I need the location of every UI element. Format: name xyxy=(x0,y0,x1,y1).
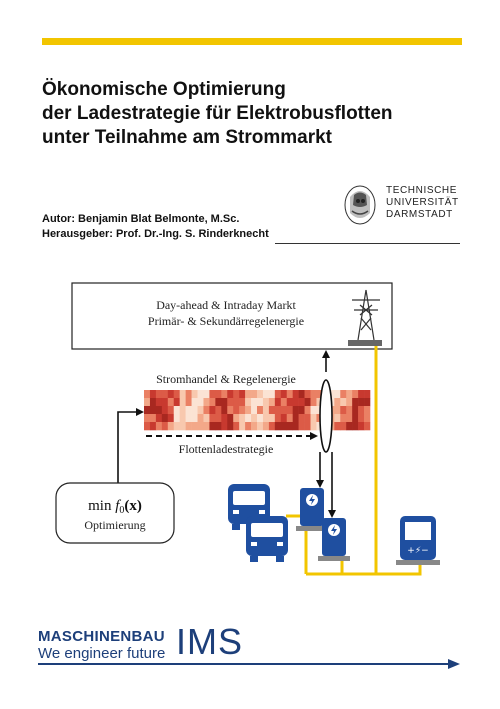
footer-arrow xyxy=(38,658,460,670)
heatmap-cell xyxy=(257,390,263,398)
link-down-arrowhead-2 xyxy=(328,510,336,518)
heatmap-cell xyxy=(299,406,305,414)
charger-icon-2 xyxy=(318,518,350,561)
bus-icon-2 xyxy=(246,516,288,562)
heatmap-cell xyxy=(192,406,198,414)
heatmap-cell xyxy=(203,414,209,422)
heatmap-cell xyxy=(352,406,358,414)
heatmap-cell xyxy=(358,390,364,398)
footer-ims-logo: IMS xyxy=(176,621,244,662)
heatmap-cell xyxy=(269,390,275,398)
heatmap-cell xyxy=(299,390,305,398)
tud-line-2: UNIVERSITÄT xyxy=(386,197,459,208)
heatmap-cell xyxy=(180,406,186,414)
power-cabling xyxy=(286,346,420,574)
heatmap-cell xyxy=(257,422,263,430)
heatmap-cell xyxy=(287,406,293,414)
tud-line-1: TECHNISCHE xyxy=(386,185,458,196)
heatmap-cell xyxy=(150,414,156,422)
heatmap-cell xyxy=(352,422,358,430)
heatmap-cell xyxy=(156,390,162,398)
heatmap-cell xyxy=(239,422,245,430)
heatmap-cell xyxy=(275,422,281,430)
heatmap-cell xyxy=(245,398,251,406)
heatmap-cell xyxy=(198,390,204,398)
title-line-3: unter Teilnahme am Strommarkt xyxy=(42,127,333,148)
heatmap-cell xyxy=(198,398,204,406)
heatmap-cell xyxy=(162,398,168,406)
heatmap-cell xyxy=(156,398,162,406)
market-label-1: Day-ahead & Intraday Markt xyxy=(156,298,296,312)
heatmap-cell xyxy=(180,414,186,422)
footer-maschinenbau: MASCHINENBAU xyxy=(38,628,165,645)
heatmap-cell xyxy=(340,414,346,422)
heatmap-cell xyxy=(263,406,269,414)
heatmap-cell xyxy=(334,398,340,406)
heatmap-cell xyxy=(144,390,150,398)
tud-line-3: DARMSTADT xyxy=(386,209,453,220)
heatmap-cell xyxy=(364,406,370,414)
heatmap-cell xyxy=(352,390,358,398)
heatmap-cell xyxy=(269,406,275,414)
heatmap-cell xyxy=(227,406,233,414)
heatmap-cell xyxy=(263,414,269,422)
heatmap-cell xyxy=(358,422,364,430)
heatmap-cell xyxy=(346,422,352,430)
heatmap-cell xyxy=(293,390,299,398)
heatmap-cell xyxy=(340,406,346,414)
heatmap-cell xyxy=(287,422,293,430)
heatmap-cell xyxy=(275,390,281,398)
heatmap-cell xyxy=(156,422,162,430)
heatmap-cell xyxy=(311,390,317,398)
heatmap-cell xyxy=(227,390,233,398)
heatmap-cell xyxy=(334,414,340,422)
heatmap-cell xyxy=(281,406,287,414)
market-label-2: Primär- & Sekundärregelenergie xyxy=(147,314,305,328)
heatmap-cell xyxy=(174,390,180,398)
heatmap-cell xyxy=(352,414,358,422)
heatmap-cell xyxy=(245,414,251,422)
heatmap-cell xyxy=(281,422,287,430)
strategy-label: Flottenladestrategie xyxy=(178,442,274,456)
heatmap-cell xyxy=(186,390,192,398)
heatmap-cell xyxy=(311,398,317,406)
heatmap-cell xyxy=(281,390,287,398)
heatmap-cell xyxy=(144,422,150,430)
heatmap-cell xyxy=(311,406,317,414)
heatmap-cell xyxy=(150,422,156,430)
heatmap-cell xyxy=(287,390,293,398)
heatmap-cell xyxy=(168,390,174,398)
heatmap-cell xyxy=(168,422,174,430)
heatmap-cell xyxy=(346,398,352,406)
title-line-2: der Ladestrategie für Elektrobusflotten xyxy=(42,103,393,124)
heatmap-cell xyxy=(203,422,209,430)
heatmap-cell xyxy=(227,422,233,430)
heatmap-cell xyxy=(192,422,198,430)
heatmap-cell xyxy=(251,398,257,406)
heatmap-cell xyxy=(340,390,346,398)
heatmap-cell xyxy=(215,422,221,430)
optimization-arrow xyxy=(118,412,138,483)
heatmap-cell xyxy=(305,398,311,406)
heatmap-cell xyxy=(245,406,251,414)
heatmap-cell xyxy=(346,414,352,422)
heatmap-cell xyxy=(269,414,275,422)
heatmap-cell xyxy=(144,406,150,414)
heatmap-cell xyxy=(239,414,245,422)
heatmap-cell xyxy=(263,398,269,406)
heatmap-cell xyxy=(233,414,239,422)
heatmap-cell xyxy=(156,414,162,422)
cover-diagram xyxy=(0,270,500,590)
heatmap-cell xyxy=(239,390,245,398)
author-line: Autor: Benjamin Blat Belmonte, M.Sc. xyxy=(42,213,240,225)
heatmap-cell xyxy=(174,406,180,414)
heatmap-cell xyxy=(245,390,251,398)
heatmap-cell xyxy=(293,414,299,422)
heatmap-cell xyxy=(299,398,305,406)
editor-line: Herausgeber: Prof. Dr.-Ing. S. Rinderknecht xyxy=(42,228,269,240)
heatmap-cell xyxy=(180,422,186,430)
heatmap-cell xyxy=(215,414,221,422)
heatmap-cell xyxy=(192,414,198,422)
heatmap-cell xyxy=(299,414,305,422)
heatmap-cell xyxy=(150,406,156,414)
divider-rule xyxy=(275,243,460,244)
heatmap-cell xyxy=(364,398,370,406)
author-block xyxy=(42,212,269,242)
heatmap-cell xyxy=(192,390,198,398)
heatmap-cell xyxy=(305,422,311,430)
optimization-formula: min $f_0(x)$ xyxy=(88,498,142,516)
heatmap-cell xyxy=(221,414,227,422)
heatmap-cell xyxy=(162,406,168,414)
heatmap-cell xyxy=(209,406,215,414)
heatmap-cell xyxy=(168,414,174,422)
heatmap-cell xyxy=(215,406,221,414)
heatmap-cell xyxy=(257,398,263,406)
heatmap-cell xyxy=(281,398,287,406)
heatmap-cell xyxy=(305,390,311,398)
heatmap-cell xyxy=(150,390,156,398)
heatmap-cell xyxy=(209,422,215,430)
heatmap-cell xyxy=(293,422,299,430)
heatmap-cell xyxy=(275,398,281,406)
heatmap-cell xyxy=(168,398,174,406)
heatmap-cell xyxy=(209,398,215,406)
heatmap-cell xyxy=(287,414,293,422)
heatmap-cell xyxy=(305,414,311,422)
heatmap-cell xyxy=(233,406,239,414)
heatmap-cell xyxy=(186,422,192,430)
heatmap-cell xyxy=(215,398,221,406)
heatmap-cell xyxy=(221,398,227,406)
heatmap-cell xyxy=(186,398,192,406)
heatmap-cell xyxy=(311,422,317,430)
heatmap-cell xyxy=(144,398,150,406)
heatmap-cell xyxy=(209,414,215,422)
heatmap-cell xyxy=(233,398,239,406)
heatmap-cell xyxy=(340,422,346,430)
heatmap-cell xyxy=(269,422,275,430)
heatmap-cell xyxy=(275,406,281,414)
heatmap-cell xyxy=(168,406,174,414)
footer-tagline: We engineer future xyxy=(38,645,166,662)
heatmap-cell xyxy=(215,390,221,398)
heatmap-cell xyxy=(174,422,180,430)
heatmap-cell xyxy=(198,406,204,414)
heatmap-cell xyxy=(287,398,293,406)
heatmap-cell xyxy=(293,406,299,414)
heatmap-cell xyxy=(239,398,245,406)
heatmap-cell xyxy=(346,390,352,398)
heatmap-cell xyxy=(340,398,346,406)
heatmap-cell xyxy=(180,390,186,398)
heatmap-cell xyxy=(162,390,168,398)
heatmap-cell xyxy=(144,414,150,422)
strategy-arrowhead xyxy=(310,432,318,440)
tower-base xyxy=(348,340,382,346)
heatmap-cell xyxy=(257,406,263,414)
heatmap-cell xyxy=(227,398,233,406)
svg-text:+⚡−: +⚡− xyxy=(407,546,429,556)
heatmap-cell xyxy=(192,398,198,406)
heatmap-cell xyxy=(245,422,251,430)
heatmap-cell xyxy=(311,414,317,422)
heatmap-cell xyxy=(162,414,168,422)
heatmap-cell xyxy=(233,422,239,430)
link-ellipse xyxy=(320,380,332,452)
heatmap-cell xyxy=(209,390,215,398)
heatmap-cell xyxy=(251,422,257,430)
heatmap-cell xyxy=(364,390,370,398)
heatmap-cell xyxy=(364,422,370,430)
heatmap-cell xyxy=(364,414,370,422)
tu-darmstadt-wordmark xyxy=(386,185,459,221)
heatmap-cell xyxy=(257,414,263,422)
heatmap-cell xyxy=(358,414,364,422)
heatmap-cell xyxy=(150,398,156,406)
heatmap-cell xyxy=(174,398,180,406)
heatmap-cell xyxy=(293,398,299,406)
heatmap-cell xyxy=(186,406,192,414)
heatmap-cell xyxy=(334,390,340,398)
heatmap-cell xyxy=(334,422,340,430)
optimization-label: Optimierung xyxy=(84,518,146,532)
link-up-arrowhead xyxy=(322,350,330,358)
heatmap-cell xyxy=(221,406,227,414)
heatmap-cell xyxy=(227,414,233,422)
heatmap-cell xyxy=(352,398,358,406)
heatmap-cell xyxy=(203,406,209,414)
heatmap-cell xyxy=(221,390,227,398)
heatmap-cell xyxy=(198,422,204,430)
heatmap-cell xyxy=(251,406,257,414)
heatmap-cell xyxy=(358,406,364,414)
title-line-1: Ökonomische Optimierung xyxy=(42,79,286,100)
heatmap-cell xyxy=(275,414,281,422)
book-title xyxy=(42,78,462,150)
heatmap-cell xyxy=(162,422,168,430)
heatmap-cell xyxy=(299,422,305,430)
heatmap-cell xyxy=(263,390,269,398)
heatmap-cell xyxy=(156,406,162,414)
heatmap-cell xyxy=(180,398,186,406)
heatmap-cell xyxy=(263,422,269,430)
heatmap-cell xyxy=(203,390,209,398)
optimization-arrowhead xyxy=(136,408,144,416)
heatmap-cell xyxy=(334,406,340,414)
battery-storage-icon xyxy=(396,516,440,565)
heatmap-cell xyxy=(186,414,192,422)
top-accent-bar xyxy=(42,38,462,45)
heatmap-cell xyxy=(251,414,257,422)
heatmap-cell xyxy=(281,414,287,422)
heatmap-cell xyxy=(198,414,204,422)
price-heatmap xyxy=(144,390,370,430)
heatmap-cell xyxy=(239,406,245,414)
trading-label: Stromhandel & Regelenergie xyxy=(156,372,296,386)
heatmap-cell xyxy=(269,398,275,406)
heatmap-cell xyxy=(358,398,364,406)
heatmap-cell xyxy=(233,390,239,398)
link-down-arrowhead-1 xyxy=(316,480,324,488)
heatmap-cell xyxy=(251,390,257,398)
tu-darmstadt-athene-logo xyxy=(340,183,380,227)
heatmap-cell xyxy=(305,406,311,414)
heatmap-cell xyxy=(174,414,180,422)
heatmap-cell xyxy=(203,398,209,406)
heatmap-cell xyxy=(221,422,227,430)
heatmap-cell xyxy=(346,406,352,414)
